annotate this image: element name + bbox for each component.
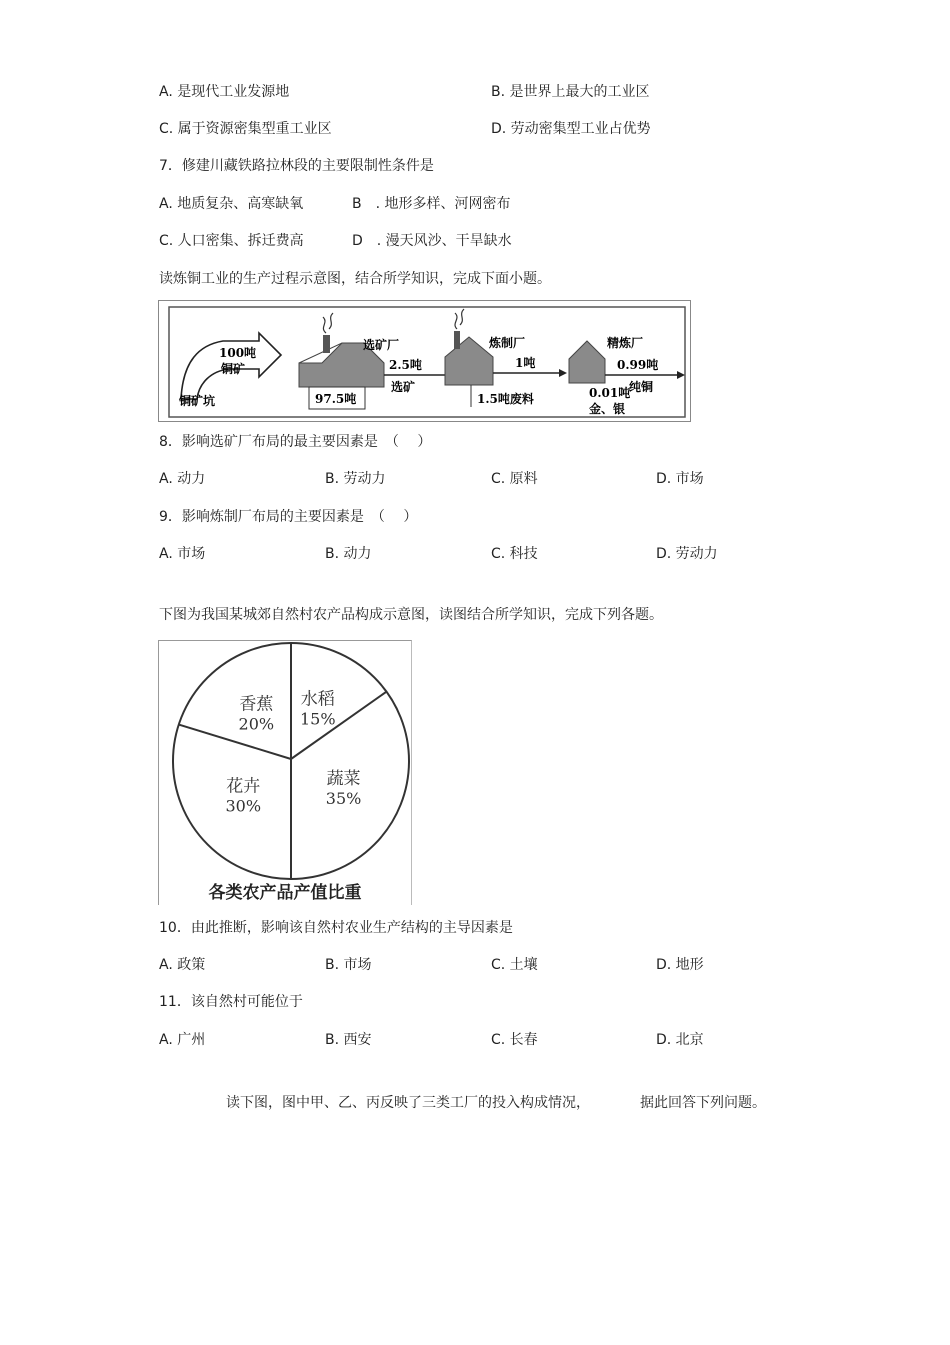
copper-process-svg <box>159 301 690 421</box>
q8-option-a[interactable]: A. 动力 <box>159 471 206 487</box>
q10-option-d[interactable]: D. 地形 <box>656 957 704 973</box>
q11-option-b[interactable]: B. 西安 <box>325 1032 372 1048</box>
q10-stem: 10．由此推断，影响该自然村农业生产结构的主导因素是 <box>159 920 513 936</box>
q6-option-a[interactable]: A. 是现代工业发源地 <box>159 84 290 100</box>
q9-option-a[interactable]: A. 市场 <box>159 546 206 562</box>
plant1-waste-label: 97.5吨 <box>315 392 357 406</box>
copper-intro: 读炼铜工业的生产过程示意图，结合所学知识，完成下面小题。 <box>159 271 551 287</box>
q7-option-a[interactable]: A. 地质复杂、高寒缺氧 <box>159 196 304 212</box>
flow1-top-label: 2.5吨 <box>389 358 422 372</box>
plant2-waste-label: 1.5吨废料 <box>477 392 534 406</box>
q9-option-c[interactable]: C. 科技 <box>491 546 538 562</box>
q10-option-b[interactable]: B. 市场 <box>325 957 372 973</box>
pie-slice-value-2: 35% <box>325 788 362 808</box>
final-intro-part2: 据此回答下列问题。 <box>640 1095 766 1111</box>
q7-option-b[interactable]: B . 地形多样、河网密布 <box>352 196 511 212</box>
copper-process-diagram <box>158 300 691 422</box>
pie-slice-name-1: 水稻 <box>300 689 335 710</box>
q11-option-c[interactable]: C. 长春 <box>491 1032 538 1048</box>
pie-slice-value-1: 15% <box>300 709 336 729</box>
q11-option-d[interactable]: D. 北京 <box>656 1032 704 1048</box>
q6-option-b[interactable]: B. 是世界上最大的工业区 <box>491 84 650 100</box>
q6-option-c[interactable]: C. 属于资源密集型重工业区 <box>159 121 332 137</box>
pie-chart-frame <box>158 640 412 905</box>
flow2-top-label: 1吨 <box>515 356 536 370</box>
plant2-icon <box>445 309 493 385</box>
flow1-bottom-label: 选矿 <box>391 380 416 394</box>
pie-title: 各类农产品产值比重 <box>208 883 362 903</box>
q8-stem: 8．影响选矿厂布局的最主要因素是 （ ） <box>159 434 432 450</box>
plant2-label: 炼制厂 <box>489 336 526 350</box>
pie-slice-name-0: 香蕉 <box>239 694 274 715</box>
q8-option-d[interactable]: D. 市场 <box>656 471 704 487</box>
arrow-top-label: 100吨 <box>219 346 257 360</box>
flow3-top-label: 0.99吨 <box>617 358 659 372</box>
q10-option-c[interactable]: C. 土壤 <box>491 957 538 973</box>
pie-chart <box>159 641 411 905</box>
q11-option-a[interactable]: A. 广州 <box>159 1032 206 1048</box>
pie-slice-value-3: 30% <box>225 796 262 816</box>
flow3-bottom-label: 纯铜 <box>629 380 654 394</box>
q6-option-d[interactable]: D. 劳动密集型工业占优势 <box>491 121 651 137</box>
q9-option-b[interactable]: B. 动力 <box>325 546 372 562</box>
final-intro-part1: 读下图，图中甲、乙、丙反映了三类工厂的投入构成情况， <box>226 1095 590 1111</box>
q7-option-d[interactable]: D . 漫天风沙、干旱缺水 <box>352 233 512 249</box>
pie-slice-name-3: 花卉 <box>226 776 261 797</box>
mine-label: 铜矿坑 <box>179 394 216 408</box>
arrow-bottom-label: 铜矿 <box>221 362 246 376</box>
q7-option-c[interactable]: C. 人口密集、拆迁费高 <box>159 233 304 249</box>
q9-option-d[interactable]: D. 劳动力 <box>656 546 718 562</box>
plant3-icon <box>569 341 605 383</box>
q9-stem: 9．影响炼制厂布局的主要因素是 （ ） <box>159 509 418 525</box>
plant3-side-label-2: 金、银 <box>589 402 626 416</box>
q7-stem: 7．修建川藏铁路拉林段的主要限制性条件是 <box>159 158 434 174</box>
q8-option-c[interactable]: C. 原料 <box>491 471 538 487</box>
plant3-label: 精炼厂 <box>607 336 644 350</box>
q11-stem: 11．该自然村可能位于 <box>159 994 303 1010</box>
pie-slice-name-2: 蔬菜 <box>326 768 361 789</box>
village-intro: 下图为我国某城郊自然村农产品构成示意图，读图结合所学知识，完成下列各题。 <box>159 607 663 623</box>
plant1-label: 选矿厂 <box>363 338 400 352</box>
q10-option-a[interactable]: A. 政策 <box>159 957 206 973</box>
plant3-side-label-1: 0.01吨 <box>589 386 631 400</box>
q8-option-b[interactable]: B. 劳动力 <box>325 471 386 487</box>
pie-slice-value-0: 20% <box>238 714 275 734</box>
